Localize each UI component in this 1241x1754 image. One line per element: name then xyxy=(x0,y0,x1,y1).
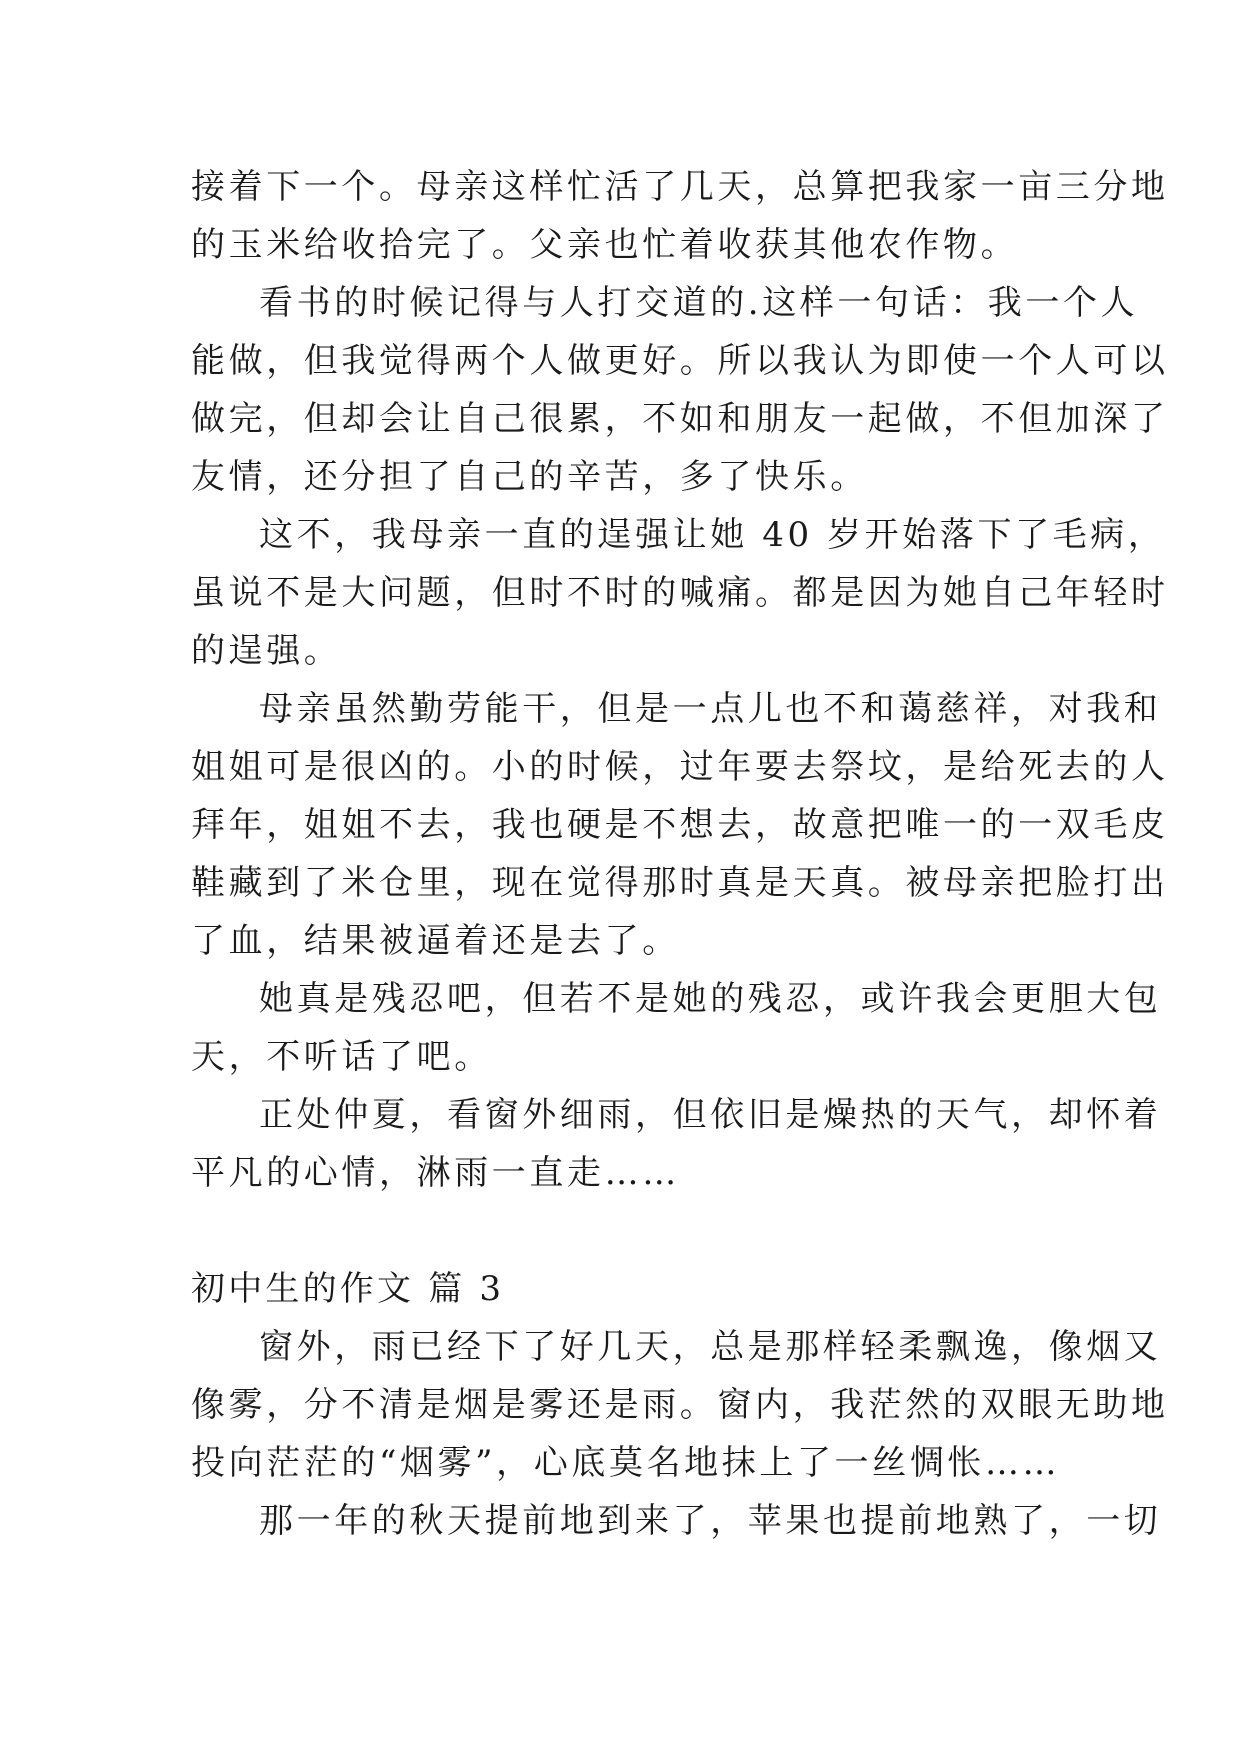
text-line: 这不，我母亲一直的逞强让她 40 岁开始落下了毛病， xyxy=(259,515,1166,555)
text-line: 拜年，姐姐不去，我也硬是不想去，故意把唯一的一双毛皮 xyxy=(191,805,1169,845)
text-line: 了血，结果被逼着还是去了。 xyxy=(191,921,680,961)
paragraph-3 xyxy=(191,506,1169,680)
text-line: 投向茫茫的“烟雾”，心底莫名地抹上了一丝惆怅…… xyxy=(191,1443,1061,1483)
text-line: 友情，还分担了自己的辛苦，多了快乐。 xyxy=(191,457,868,497)
text-line: 做完，但却会让自己很累，不如和朋友一起做，不但加深了 xyxy=(191,399,1169,439)
text-line: 正处仲夏，看窗外细雨，但依旧是燥热的天气，却怀着 xyxy=(259,1095,1162,1135)
text-line: 的玉米给收拾完了。父亲也忙着收获其他农作物。 xyxy=(191,225,1019,265)
paragraph-6 xyxy=(191,1086,1162,1202)
text-line: 能做，但我觉得两个人做更好。所以我认为即使一个人可以 xyxy=(191,341,1169,381)
text-line: 天，不听话了吧。 xyxy=(191,1037,492,1077)
text-line: 窗外，雨已经下了好几天，总是那样轻柔飘逸，像烟又 xyxy=(259,1327,1162,1367)
section-heading: 初中生的作文 篇 3 xyxy=(191,1269,505,1309)
section-paragraph-1 xyxy=(191,1318,1169,1492)
text-line: 虽说不是大问题，但时不时的喊痛。都是因为她自己年轻时 xyxy=(191,573,1169,613)
blank-line xyxy=(191,1202,1061,1260)
text-line: 接着下一个。母亲这样忙活了几天，总算把我家一亩三分地 xyxy=(191,167,1169,207)
text-line: 平凡的心情，淋雨一直走…… xyxy=(191,1153,680,1193)
text-line: 母亲虽然勤劳能干，但是一点儿也不和蔼慈祥，对我和 xyxy=(259,689,1162,729)
text-line: 那一年的秋天提前地到来了，苹果也提前地熟了，一切 xyxy=(259,1501,1162,1541)
text-line: 姐姐可是很凶的。小的时候，过年要去祭坟，是给死去的人 xyxy=(191,747,1169,787)
text-line: 她真是残忍吧，但若不是她的残忍，或许我会更胆大包 xyxy=(259,979,1162,1019)
paragraph-5 xyxy=(191,970,1162,1086)
text-line: 看书的时候记得与人打交道的.这样一句话：我一个人 xyxy=(259,283,1139,323)
paragraph-4 xyxy=(191,680,1169,970)
text-line: 像雾，分不清是烟是雾还是雨。窗内，我茫然的双眼无助地 xyxy=(191,1385,1169,1425)
paragraph-2 xyxy=(191,274,1169,506)
text-line: 的逞强。 xyxy=(191,631,342,671)
text-line: 鞋藏到了米仓里，现在觉得那时真是天真。被母亲把脸打出 xyxy=(191,863,1169,903)
section-paragraph-2 xyxy=(191,1492,1162,1550)
paragraph-1 xyxy=(191,158,1169,274)
document-body xyxy=(191,158,1169,1550)
